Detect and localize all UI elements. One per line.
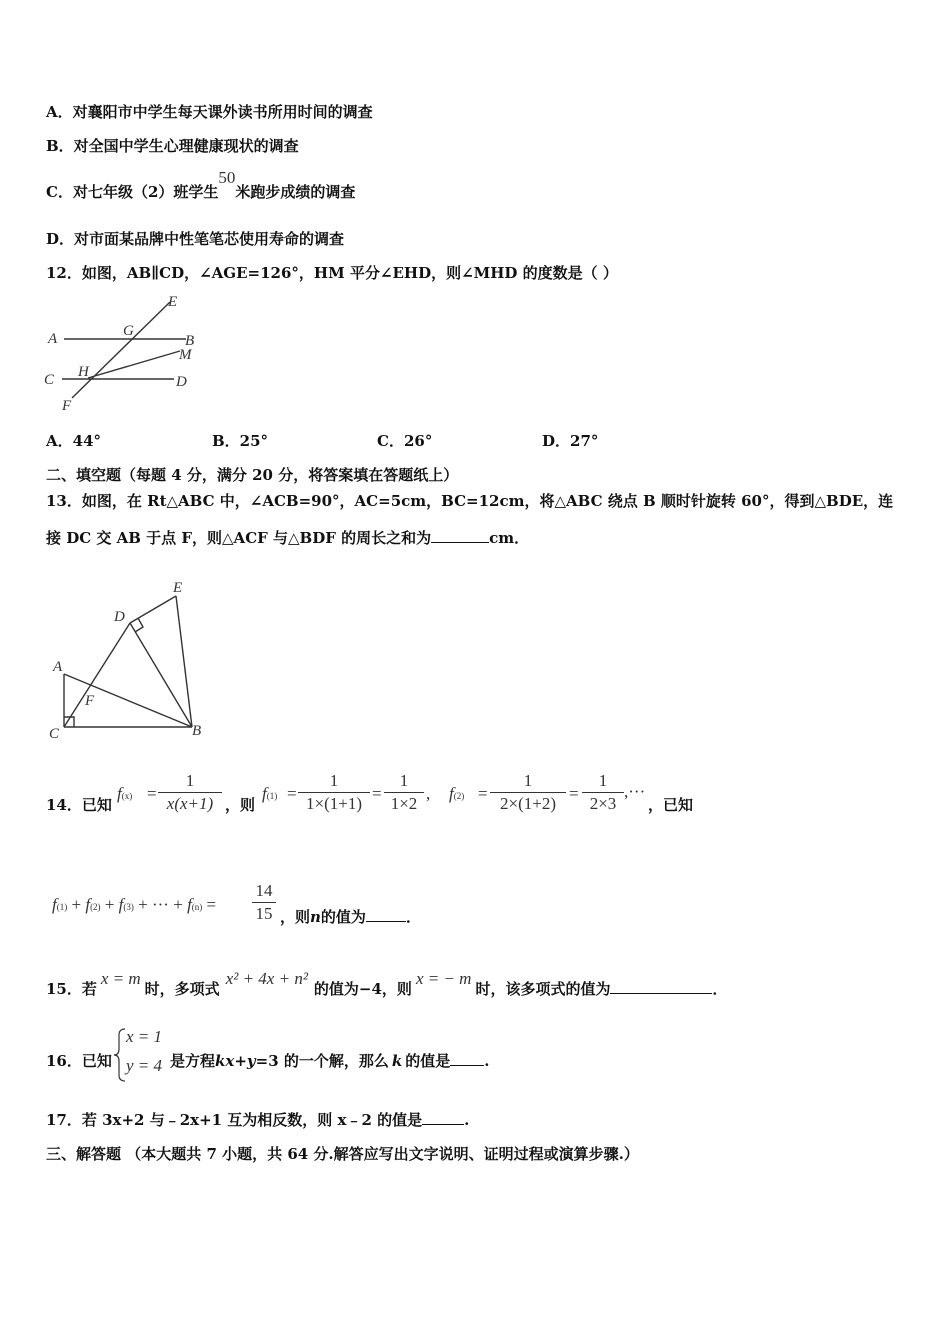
- q14-answer-blank: [366, 907, 406, 922]
- plus-sign: +: [71, 895, 82, 914]
- seg-eb: [176, 596, 192, 727]
- fraction-bar: [252, 902, 276, 903]
- q17-period: .: [464, 1111, 470, 1129]
- q15-middle-2: 的值为−4，则: [313, 980, 412, 998]
- denominator: 2×3: [589, 794, 617, 813]
- q13-answer-blank: [431, 528, 489, 543]
- denominator: 15: [255, 904, 273, 923]
- q15-period: ．: [712, 980, 728, 998]
- q13-line-2: [46, 528, 529, 548]
- q15-middle-3: 时，该多项式的值为: [475, 980, 611, 998]
- seg-de: [130, 596, 176, 623]
- q15-answer-blank: [610, 979, 712, 994]
- q14-prefix: 14．已知: [46, 796, 112, 814]
- numerator: 1: [598, 771, 608, 790]
- q14-eq-5: =: [569, 784, 579, 803]
- q14-frac-1b: [384, 771, 424, 814]
- label-b: B: [192, 723, 202, 739]
- q15-line: [46, 969, 728, 999]
- f-symbol: f: [117, 784, 122, 803]
- seg-bd: [130, 623, 192, 727]
- q13-line-2-prefix: 接 DC 交 AB 于点 F，则△ACF 与△BDF 的周长之和为: [46, 529, 432, 547]
- q15-prefix: 15．若: [46, 980, 97, 998]
- line-ef: [72, 302, 170, 398]
- label-m: M: [179, 347, 192, 363]
- seg-ab: [64, 674, 192, 727]
- section-3-heading: 三、解答题 （本大题共 7 小题，共 64 分.解答应写出文字说明、证明过程或演算步骤.）: [46, 1145, 639, 1163]
- q16-period: .: [484, 1052, 490, 1070]
- q16-tail: [170, 1051, 490, 1071]
- label-f: F: [62, 398, 72, 414]
- q14-f-2: [449, 784, 464, 804]
- sum-ellipsis: + ··· +: [138, 895, 183, 914]
- q16-prefix: 16．已知: [46, 1052, 112, 1070]
- label-a: A: [48, 331, 58, 347]
- q16-equation-expr: kx+y: [215, 1052, 256, 1070]
- q14-sum: [52, 895, 216, 915]
- q14-eq-4: =: [478, 784, 488, 803]
- q14-frac-1a: [298, 771, 370, 814]
- f-symbol: f: [85, 895, 91, 914]
- f-symbol: f: [52, 895, 57, 914]
- q12-option-d: D．27°: [542, 432, 599, 450]
- f-symbol: f: [262, 784, 267, 803]
- denominator: 1×2: [390, 794, 418, 813]
- q11-option-c-prefix: C．对七年级（2）班学生: [46, 183, 219, 201]
- variable-n: n: [310, 908, 321, 926]
- q11-option-c: [46, 168, 356, 202]
- q16-equation-2: y = 4: [126, 1056, 163, 1075]
- q15-condition-2: x = − m: [415, 969, 472, 988]
- seg-dc: [64, 623, 130, 727]
- tail-prefix: ，则: [280, 908, 311, 926]
- q15-condition-1: x = m: [100, 969, 141, 988]
- q14-frac-2b: [582, 771, 624, 814]
- label-e: E: [173, 580, 183, 596]
- q14-eq-1: =: [147, 784, 157, 803]
- numerator: 14: [255, 881, 273, 900]
- fraction-bar: [490, 792, 566, 793]
- q11-option-c-number: 50: [218, 168, 236, 187]
- q12-stem: 12．如图，AB∥CD，∠AGE=126°，HM 平分∠EHD，则∠MHD 的度数是（ ）: [46, 264, 618, 282]
- f-subscript-n: (n): [191, 902, 203, 912]
- denominator: 2×(1+2): [500, 794, 556, 813]
- q14-frac-2a: [490, 771, 566, 814]
- q16-brace: [113, 1027, 127, 1083]
- q14-frac-x: [158, 771, 222, 814]
- f-subscript-2: (2): [453, 791, 465, 801]
- q14-f-1: [262, 784, 277, 804]
- q16-middle-a: 是方程: [170, 1052, 216, 1070]
- q14-eq-2: =: [287, 784, 297, 803]
- numerator: 1: [329, 771, 339, 790]
- q16-middle-b: =3 的一个解，那么: [255, 1052, 389, 1070]
- q17-line: [46, 1110, 469, 1130]
- f-subscript-1: (1): [266, 791, 278, 801]
- fraction-bar: [582, 792, 624, 793]
- f-symbol: f: [118, 895, 124, 914]
- label-b: B: [185, 333, 195, 349]
- q16-tail-text: 的值是: [405, 1052, 451, 1070]
- tail-period: ．: [405, 908, 421, 926]
- f-subscript-2: (2): [90, 902, 101, 912]
- f-subscript-x: (x): [121, 791, 133, 801]
- q17-text: 17．若 3x+2 与﹣2x+1 互为相反数，则 x﹣2 的值是: [46, 1111, 423, 1129]
- q14-f-x: [117, 784, 132, 804]
- q17-answer-blank: [422, 1110, 464, 1125]
- q16-equation-1: x = 1: [126, 1027, 163, 1046]
- fraction-bar: [298, 792, 370, 793]
- q11-option-b: B．对全国中学生心理健康现状的调查: [46, 137, 299, 155]
- numerator: 1: [185, 771, 195, 790]
- q12-option-a: A．44°: [46, 432, 102, 450]
- label-g: G: [123, 323, 134, 339]
- denominator: 1×(1+1): [306, 794, 362, 813]
- fraction-bar: [384, 792, 424, 793]
- line-hm: [88, 351, 180, 378]
- q14-sum-value: [252, 881, 276, 924]
- variable-k: k: [391, 1052, 403, 1070]
- equals-sign: =: [206, 895, 217, 914]
- label-e: E: [168, 294, 178, 310]
- label-c: C: [49, 726, 60, 742]
- q11-option-a: A．对襄阳市中学生每天课外读书所用时间的调查: [46, 103, 373, 121]
- label-d: D: [114, 609, 125, 625]
- q11-option-d: D．对市面某品牌中性笔笔芯使用寿命的调查: [46, 230, 345, 248]
- label-h: H: [78, 364, 89, 380]
- q14-ellipsis: ,···: [624, 782, 646, 801]
- label-a: A: [53, 659, 63, 675]
- q15-polynomial: x² + 4x + n²: [225, 969, 308, 988]
- numerator: 1: [523, 771, 533, 790]
- tail-suffix: 的值为: [320, 908, 366, 926]
- label-c: C: [44, 372, 55, 388]
- q13-line-1: 13．如图，在 Rt△ABC 中，∠ACB=90°，AC=5cm，BC=12cm，将△ABC 绕点 B 顺时针旋转 60°，得到△BDE，连: [46, 492, 894, 510]
- plus-sign: +: [104, 895, 115, 914]
- q13-line-2-suffix: cm．: [489, 529, 530, 547]
- label-d: D: [176, 374, 187, 390]
- denominator: x(x+1): [166, 794, 214, 813]
- q14-comma: ,: [426, 784, 431, 803]
- q15-middle-1: 时，多项式: [144, 980, 220, 998]
- f-symbol: f: [449, 784, 454, 803]
- q11-option-c-suffix: 米跑步成绩的调查: [235, 183, 356, 201]
- q13-figure: [40, 572, 220, 747]
- q14-eq-3: =: [372, 784, 382, 803]
- f-symbol: f: [187, 895, 192, 914]
- section-2-heading: 二、填空题（每题 4 分，满分 20 分，将答案填在答题纸上）: [46, 466, 459, 484]
- q16-answer-blank: [450, 1051, 484, 1066]
- q14-then-known: ，已知: [648, 796, 694, 814]
- label-f: F: [85, 693, 95, 709]
- q14-then: ，则: [225, 796, 256, 814]
- fraction-bar: [158, 792, 222, 793]
- f-subscript-3: (3): [123, 902, 134, 912]
- q12-option-b: B．25°: [212, 432, 269, 450]
- q14-tail: [280, 907, 421, 927]
- f-subscript-1: (1): [56, 902, 68, 912]
- numerator: 1: [399, 771, 409, 790]
- q12-figure: [40, 288, 210, 416]
- q12-option-c: C．26°: [377, 432, 433, 450]
